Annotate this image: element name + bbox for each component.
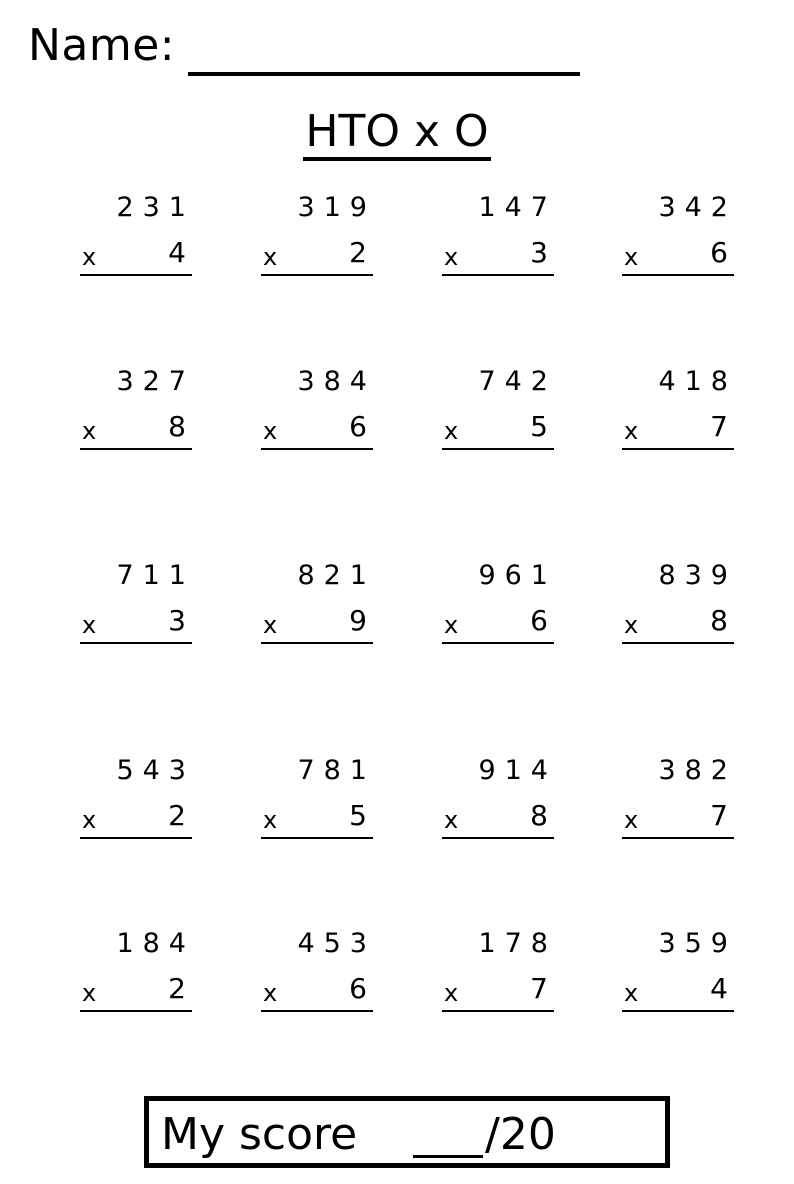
multiplicand: 327 (116, 366, 195, 397)
problem-10 (261, 560, 376, 650)
problem-16 (622, 755, 737, 845)
times-sign: x (624, 243, 639, 271)
times-sign: x (82, 243, 97, 271)
multiplier: 2 (168, 972, 186, 1005)
times-sign: x (624, 979, 639, 1007)
answer-line[interactable] (622, 274, 734, 276)
multiplicand: 914 (478, 755, 557, 786)
answer-line[interactable] (622, 1010, 734, 1012)
problem-11 (442, 560, 557, 650)
times-sign: x (82, 417, 97, 445)
answer-line[interactable] (80, 1010, 192, 1012)
answer-line[interactable] (80, 274, 192, 276)
times-sign: x (263, 806, 278, 834)
answer-line[interactable] (261, 274, 373, 276)
multiplier: 5 (530, 410, 548, 443)
multiplicand: 839 (658, 560, 737, 591)
multiplicand: 342 (658, 192, 737, 223)
times-sign: x (82, 806, 97, 834)
problem-4 (622, 192, 737, 282)
multiplier: 8 (168, 410, 186, 443)
multiplier: 4 (168, 236, 186, 269)
answer-line[interactable] (622, 448, 734, 450)
times-sign: x (444, 611, 459, 639)
score-box (144, 1096, 670, 1168)
problem-12 (622, 560, 737, 650)
problem-17 (80, 928, 195, 1018)
multiplier: 9 (349, 604, 367, 637)
multiplicand: 384 (297, 366, 376, 397)
problem-8 (622, 366, 737, 456)
multiplicand: 147 (478, 192, 557, 223)
multiplicand: 184 (116, 928, 195, 959)
problem-19 (442, 928, 557, 1018)
multiplier: 6 (530, 604, 548, 637)
multiplicand: 453 (297, 928, 376, 959)
problem-6 (261, 366, 376, 456)
multiplier: 3 (530, 236, 548, 269)
times-sign: x (624, 806, 639, 834)
problem-14 (261, 755, 376, 845)
answer-line[interactable] (622, 837, 734, 839)
answer-line[interactable] (442, 837, 554, 839)
multiplicand: 543 (116, 755, 195, 786)
score-label: My score (161, 1109, 358, 1160)
answer-line[interactable] (442, 1010, 554, 1012)
answer-line[interactable] (261, 1010, 373, 1012)
times-sign: x (444, 979, 459, 1007)
answer-line[interactable] (442, 642, 554, 644)
times-sign: x (82, 979, 97, 1007)
problem-3 (442, 192, 557, 282)
problem-9 (80, 560, 195, 650)
answer-line[interactable] (80, 642, 192, 644)
name-input-line[interactable] (188, 72, 580, 76)
multiplicand: 231 (116, 192, 195, 223)
multiplicand: 178 (478, 928, 557, 959)
multiplier: 7 (710, 799, 728, 832)
times-sign: x (263, 417, 278, 445)
multiplicand: 382 (658, 755, 737, 786)
multiplicand: 781 (297, 755, 376, 786)
multiplicand: 359 (658, 928, 737, 959)
name-row (28, 18, 175, 78)
multiplier: 6 (349, 972, 367, 1005)
multiplier: 7 (710, 410, 728, 443)
answer-line[interactable] (622, 642, 734, 644)
multiplicand: 319 (297, 192, 376, 223)
times-sign: x (263, 243, 278, 271)
problem-15 (442, 755, 557, 845)
answer-line[interactable] (442, 448, 554, 450)
multiplier: 8 (710, 604, 728, 637)
times-sign: x (444, 243, 459, 271)
times-sign: x (624, 417, 639, 445)
multiplier: 6 (710, 236, 728, 269)
multiplicand: 821 (297, 560, 376, 591)
multiplicand: 418 (658, 366, 737, 397)
times-sign: x (263, 611, 278, 639)
times-sign: x (444, 417, 459, 445)
answer-line[interactable] (80, 448, 192, 450)
name-label: Name: (28, 20, 176, 71)
problem-18 (261, 928, 376, 1018)
problem-2 (261, 192, 376, 282)
multiplier: 2 (349, 236, 367, 269)
problem-5 (80, 366, 195, 456)
multiplier: 6 (349, 410, 367, 443)
times-sign: x (624, 611, 639, 639)
answer-line[interactable] (261, 837, 373, 839)
multiplier: 4 (710, 972, 728, 1005)
problem-20 (622, 928, 737, 1018)
multiplier: 2 (168, 799, 186, 832)
multiplicand: 961 (478, 560, 557, 591)
worksheet-title (0, 104, 794, 161)
problem-7 (442, 366, 557, 456)
answer-line[interactable] (261, 642, 373, 644)
times-sign: x (444, 806, 459, 834)
problem-13 (80, 755, 195, 845)
answer-line[interactable] (442, 274, 554, 276)
answer-line[interactable] (261, 448, 373, 450)
score-answer-line[interactable] (413, 1155, 483, 1158)
times-sign: x (82, 611, 97, 639)
problem-1 (80, 192, 195, 282)
answer-line[interactable] (80, 837, 192, 839)
multiplier: 3 (168, 604, 186, 637)
multiplier: 7 (530, 972, 548, 1005)
multiplicand: 742 (478, 366, 557, 397)
worksheet-title-text: HTO x O (303, 107, 490, 161)
multiplier: 5 (349, 799, 367, 832)
multiplier: 8 (530, 799, 548, 832)
multiplicand: 711 (116, 560, 195, 591)
score-total: /20 (485, 1109, 556, 1160)
times-sign: x (263, 979, 278, 1007)
